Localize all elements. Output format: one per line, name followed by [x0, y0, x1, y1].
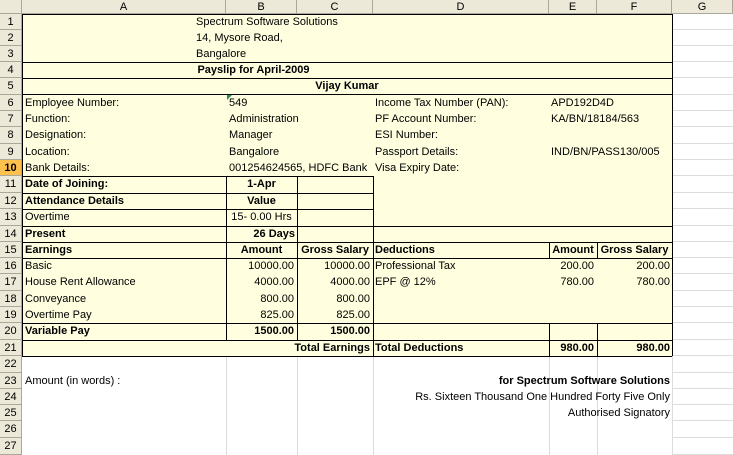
joining-value: 1-Apr: [247, 178, 276, 190]
total-deductions-label: Total Deductions: [375, 342, 464, 354]
row-header-8[interactable]: 8: [0, 127, 22, 144]
company-city: Bangalore: [196, 48, 247, 60]
payslip-title: Payslip for April-2009: [197, 64, 310, 76]
visa-label: Visa Expiry Date:: [375, 162, 460, 174]
gridline: [672, 143, 733, 144]
row-header-16[interactable]: 16: [0, 258, 22, 274]
earning-amount-overtime: 825.00: [260, 309, 294, 321]
row-header-21[interactable]: 21: [0, 340, 22, 356]
designation-label: Designation:: [25, 129, 87, 141]
earning-label-variable: Variable Pay: [25, 325, 90, 337]
deduction-amount-epf: 780.00: [560, 276, 594, 288]
attendance-header-label: Attendance Details: [25, 195, 125, 207]
company-address: 14, Mysore Road,: [196, 32, 283, 44]
present-value: 26 Days: [253, 228, 295, 240]
row-header-2[interactable]: 2: [0, 30, 22, 46]
earning-gross-overtime: 825.00: [336, 309, 370, 321]
row-header-24[interactable]: 24: [0, 389, 22, 405]
gridline: [672, 208, 733, 209]
row-header-1[interactable]: 1: [0, 14, 22, 30]
gridline: [226, 356, 227, 455]
function-value: Administration: [229, 113, 299, 125]
row-header-25[interactable]: 25: [0, 405, 22, 421]
earning-amount-hra: 4000.00: [254, 276, 294, 288]
row-header-12[interactable]: 12: [0, 193, 22, 209]
earning-label-basic: Basic: [25, 260, 52, 272]
border-line: [22, 226, 672, 227]
earning-amount-basic: 10000.00: [248, 260, 294, 272]
column-header-g[interactable]: G: [672, 0, 733, 14]
column-header-f[interactable]: F: [597, 0, 672, 14]
deductions-header: Deductions: [375, 244, 435, 256]
gridline: [672, 175, 733, 176]
esi-label: ESI Number:: [375, 129, 438, 141]
present-label: Present: [25, 228, 66, 240]
deduction-gross-epf: 780.00: [636, 276, 670, 288]
row-header-20[interactable]: 20: [0, 323, 22, 340]
gridline: [672, 339, 733, 340]
earning-amount-conveyance: 800.00: [260, 293, 294, 305]
row-header-5[interactable]: 5: [0, 78, 22, 95]
pan-value: APD192D4D: [551, 97, 614, 109]
earning-gross-hra: 4000.00: [330, 276, 370, 288]
row-header-6[interactable]: 6: [0, 95, 22, 111]
border-line: [22, 356, 672, 357]
deduction-amount-professional-tax: 200.00: [560, 260, 594, 272]
gridline: [672, 241, 733, 242]
earnings-amount-header: Amount: [240, 244, 283, 256]
row-header-23[interactable]: 23: [0, 373, 22, 389]
company-name: Spectrum Software Solutions: [196, 16, 338, 28]
gridline: [672, 322, 733, 323]
column-header-e[interactable]: E: [549, 0, 597, 14]
earnings-gross-header: Gross Salary: [301, 244, 369, 256]
gridline: [672, 225, 733, 226]
gridline: [672, 126, 733, 127]
row-header-10[interactable]: 10: [0, 160, 22, 176]
earning-label-conveyance: Conveyance: [25, 293, 87, 305]
border-line: [22, 14, 672, 15]
row-header-18[interactable]: 18: [0, 291, 22, 307]
bank-details-value: 001254624565, HDFC Bank: [229, 162, 368, 174]
border-line: [22, 209, 373, 210]
gridline: [672, 45, 733, 46]
row-header-19[interactable]: 19: [0, 307, 22, 323]
deduction-label-epf: EPF @ 12%: [375, 276, 436, 288]
gridline: [672, 29, 733, 30]
total-deductions-gross: 980.00: [636, 342, 670, 354]
employee-name: Vijay Kumar: [315, 80, 379, 92]
earning-gross-variable: 1500.00: [330, 325, 370, 337]
authorised-signatory: Authorised Signatory: [567, 407, 670, 419]
gridline: [672, 192, 733, 193]
row-header-14[interactable]: 14: [0, 226, 22, 242]
select-all-corner[interactable]: [0, 0, 22, 14]
border-line: [22, 339, 23, 356]
border-line: [672, 14, 673, 356]
row-header-15[interactable]: 15: [0, 242, 22, 258]
gridline: [672, 404, 733, 405]
earnings-header: Earnings: [25, 244, 73, 256]
deduction-gross-professional-tax: 200.00: [636, 260, 670, 272]
bank-details-label: Bank Details:: [25, 162, 90, 174]
gridline: [672, 257, 733, 258]
passport-value: IND/BN/PASS130/005: [551, 146, 660, 158]
location-label: Location:: [25, 146, 70, 158]
gridline: [297, 356, 298, 455]
pf-label: PF Account Number:: [375, 113, 477, 125]
total-deductions-amount: 980.00: [560, 342, 594, 354]
gridline: [672, 77, 733, 78]
comment-indicator-icon: [227, 95, 232, 100]
row-header-26[interactable]: 26: [0, 421, 22, 438]
column-header-b[interactable]: B: [226, 0, 297, 14]
row-header-11[interactable]: 11: [0, 176, 22, 193]
gridline: [672, 372, 733, 373]
row-header-3[interactable]: 3: [0, 46, 22, 62]
deductions-amount-header: Amount: [552, 244, 594, 256]
gridline: [672, 420, 733, 421]
earning-gross-basic: 10000.00: [324, 260, 370, 272]
pf-value: KA/BN/18184/563: [551, 113, 640, 125]
deductions-gross-header: Gross Salary: [600, 244, 669, 256]
row-header-9[interactable]: 9: [0, 144, 22, 160]
gridline: [672, 94, 733, 95]
designation-value: Manager: [229, 129, 273, 141]
earning-label-hra: House Rent Allowance: [25, 276, 136, 288]
function-label: Function:: [25, 113, 71, 125]
employee-number-value: 549: [229, 97, 248, 109]
gridline: [672, 306, 733, 307]
gridline: [672, 159, 733, 160]
row-header-17[interactable]: 17: [0, 274, 22, 291]
employee-number-label: Employee Number:: [25, 97, 120, 109]
total-earnings-label: Total Earnings: [294, 342, 370, 354]
column-header-a[interactable]: A: [22, 0, 226, 14]
gridline: [672, 355, 733, 356]
column-header-c[interactable]: C: [297, 0, 373, 14]
earning-label-overtime: Overtime Pay: [25, 309, 92, 321]
gridline: [672, 110, 733, 111]
amount-words-label: Amount (in words) :: [25, 375, 121, 387]
gridline: [672, 388, 733, 389]
row-header-27[interactable]: 27: [0, 438, 22, 455]
joining-label: Date of Joining:: [25, 178, 109, 190]
row-header-4[interactable]: 4: [0, 62, 22, 78]
gridline: [672, 273, 733, 274]
earning-gross-conveyance: 800.00: [336, 293, 370, 305]
location-value: Bangalore: [229, 146, 280, 158]
overtime-label: Overtime: [25, 211, 70, 223]
overtime-value: 15- 0.00 Hrs: [231, 211, 292, 223]
deduction-label-professional-tax: Professional Tax: [375, 260, 456, 272]
attendance-header-value: Value: [247, 195, 276, 207]
gridline: [672, 61, 733, 62]
amount-in-words: Rs. Sixteen Thousand One Hundred Forty Five Only: [415, 391, 670, 403]
gridline: [672, 290, 733, 291]
row-header-13[interactable]: 13: [0, 209, 22, 226]
earning-amount-variable: 1500.00: [254, 325, 294, 337]
row-header-7[interactable]: 7: [0, 111, 22, 127]
gridline: [672, 437, 733, 438]
row-header-22[interactable]: 22: [0, 356, 22, 373]
passport-label: Passport Details:: [375, 146, 459, 158]
border-line: [373, 176, 374, 356]
pan-label: Income Tax Number (PAN):: [375, 97, 509, 109]
for-company: for Spectrum Software Solutions: [498, 375, 670, 387]
column-header-d[interactable]: D: [373, 0, 549, 14]
